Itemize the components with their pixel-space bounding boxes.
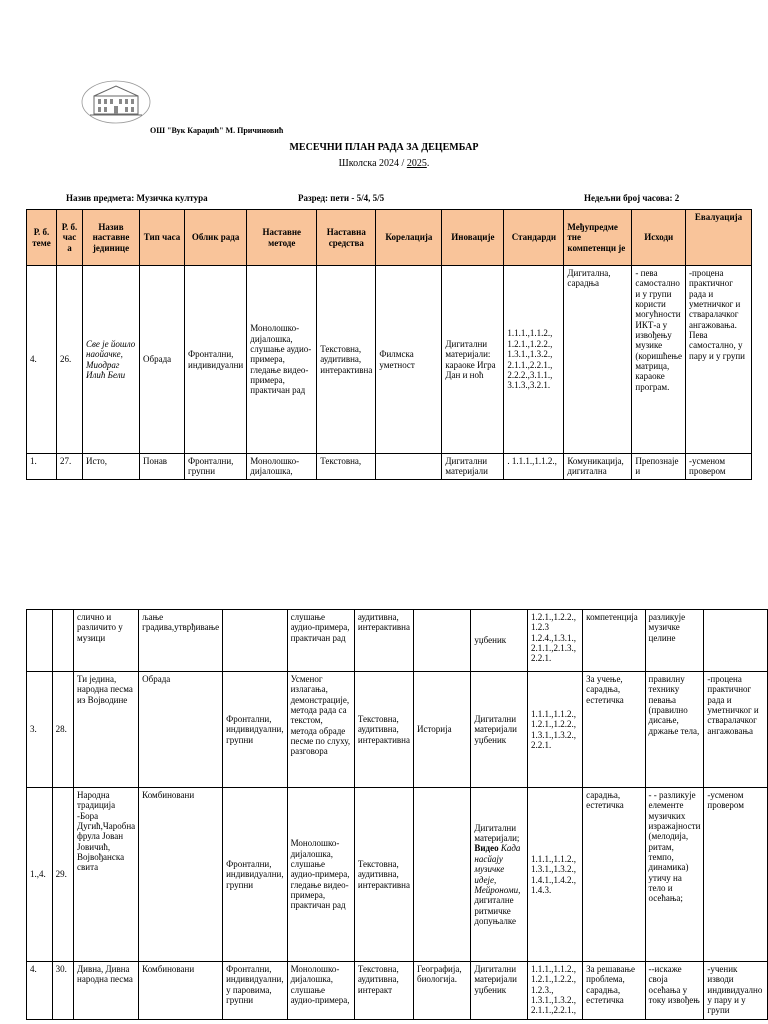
cell-sredstva: Текстовна, аудитивна, интерактивна bbox=[354, 672, 413, 788]
cell-ishodi: --искаже своја осећања у току извођењ bbox=[645, 962, 704, 1020]
cell-tema: 1. bbox=[27, 454, 57, 480]
table-row bbox=[27, 610, 768, 672]
cell-cas: 28. bbox=[52, 672, 73, 788]
cell-sredstva: Текстовна, bbox=[317, 454, 376, 480]
cell-sredstva: аудитивна, интерактивна bbox=[354, 610, 413, 672]
cell-standardi: 1.1.1.,1.1.2., 1.2.1.,1.2.2., 1.2.3., 1.3.1.,1.3.2., 2.1.1.,2.2.1., bbox=[527, 962, 582, 1020]
cell-korelacija: Филмска уметност bbox=[376, 266, 442, 454]
cell-metode: Усменог излагања, демонстрације, метода рада са текстом, метода обраде песме по слуху, разговора bbox=[287, 672, 354, 788]
cell-ishodi: правилну технику певања (правилно дисање, држање тела, bbox=[645, 672, 704, 788]
cell-naziv: слично и различито у музици bbox=[74, 610, 139, 672]
cell-korelacija: Географија, биологија. bbox=[414, 962, 471, 1020]
col-header: Наставна средства bbox=[317, 210, 376, 266]
col-header: Иновације bbox=[442, 210, 504, 266]
cell-inovacije: Дигитални материјали; Видео Када насйају музичке идеје, Мейрономи, дигиталне ритмичке допуњалке bbox=[471, 788, 528, 962]
grade-info: Разред: пети - 5/4, 5/5 bbox=[298, 193, 385, 203]
cell-evaluacija: -процена практичног рада и уметничког и стваралачког ангажовања bbox=[704, 672, 768, 788]
cell-evaluacija: -усменом провером bbox=[686, 454, 752, 480]
plan-table-page-1 bbox=[26, 209, 752, 480]
cell-cas: 29. bbox=[52, 788, 73, 962]
cell-kompetencije: сарадња, естетичка bbox=[583, 788, 645, 962]
cell-tip: Комбиновани bbox=[139, 962, 223, 1020]
table-row bbox=[27, 454, 752, 480]
cell-sredstva: Текстовна, аудитивна, интерактивна bbox=[317, 266, 376, 454]
col-header: Евалуација bbox=[686, 210, 752, 266]
hours-info: Недељни број часова: 2 bbox=[584, 193, 680, 203]
school-logo bbox=[80, 78, 152, 124]
cell-ishodi: разликује музичке целине bbox=[645, 610, 704, 672]
cell-standardi: 1.1.1.,1.1.2., 1.2.1.,1.2.2., 1.3.1.,1.3.2., 2.2.1. bbox=[527, 672, 582, 788]
table-row bbox=[27, 788, 768, 962]
cell-tema: 1.,4. bbox=[27, 788, 53, 962]
table-row bbox=[27, 962, 768, 1020]
cell-standardi: 1.1.1.,1.1.2., 1.3.1.,1.3.2., 1.4.1.,1.4.2., 1.4.3. bbox=[527, 788, 582, 962]
cell-tema: 4. bbox=[27, 962, 53, 1020]
plan-table-page-2 bbox=[26, 609, 768, 1020]
cell-inovacije: уџбеник bbox=[471, 610, 528, 672]
cell-korelacija bbox=[414, 610, 471, 672]
cell-kompetencije: За учење, сарадња, естетичка bbox=[583, 672, 645, 788]
col-header: Р. б. час а bbox=[57, 210, 83, 266]
cell-standardi: 1.1.1.,1.1.2., 1.2.1.,1.2.2., 1.3.1.,1.3.2., 2.1.1.,2.2.1., 2.2.2.,3.1.1., 3.1.3.,3.2.1. bbox=[504, 266, 564, 454]
cell-kompetencije: Комуникација, дигитална bbox=[564, 454, 632, 480]
cell-inovacije: Дигитални материјали уџбеник bbox=[471, 962, 528, 1020]
cell-korelacija bbox=[376, 454, 442, 480]
cell-naziv: Ти једина, народна песма из Војводине bbox=[74, 672, 139, 788]
cell-metode: Монолошко-дијалошка, bbox=[247, 454, 317, 480]
cell-evaluacija: -усменом провером bbox=[704, 788, 768, 962]
table-header-row bbox=[27, 210, 752, 266]
cell-tema: 3. bbox=[27, 672, 53, 788]
cell-sredstva: Текстовна, аудитивна, интеракт bbox=[354, 962, 413, 1020]
col-header: Наставне методе bbox=[247, 210, 317, 266]
cell-naziv: Исто, bbox=[83, 454, 140, 480]
col-header: Тип часа bbox=[140, 210, 185, 266]
subject-info: Назив предмета: Музичка култура bbox=[66, 193, 208, 203]
school-year: Школска 2024 / 2025. bbox=[338, 158, 430, 169]
cell-korelacija: Историја bbox=[414, 672, 471, 788]
cell-ishodi: - - разликује елементе музичких изражајности (мелодија, ритам, темпо, динамика) утичу на тело и осећања; bbox=[645, 788, 704, 962]
cell-standardi: 1.2.1.,1.2.2., 1.2.3 1.2.4.,1.3.1., 2.1.1.,2.1.3., 2.2.1. bbox=[527, 610, 582, 672]
cell-standardi: . 1.1.1.,1.1.2., bbox=[504, 454, 564, 480]
cell-cas: 26. bbox=[57, 266, 83, 454]
cell-oblik bbox=[223, 610, 288, 672]
cell-metode: Монолошко-дијалошка, слушање аудио-примера, гледање видео-примера, практичан рад bbox=[287, 788, 354, 962]
col-header: Међупредме тне компетенци је bbox=[564, 210, 632, 266]
cell-evaluacija: -ученик изводи индивидуално у пару и у групи bbox=[704, 962, 768, 1020]
cell-evaluacija bbox=[704, 610, 768, 672]
cell-tip: Обрада bbox=[140, 266, 185, 454]
col-header: Корелација bbox=[376, 210, 442, 266]
school-name: ОШ "Вук Караџић" М. Причиновић bbox=[150, 126, 284, 135]
cell-kompetencije: За решавање проблема, сарадња, естетичка bbox=[583, 962, 645, 1020]
cell-tip: Обрада bbox=[139, 672, 223, 788]
cell-oblik: Фронтални, индивидуални bbox=[185, 266, 247, 454]
cell-ishodi: - пева самостално и у групи користи могућности ИКТ-а у извођењу музике (коришћење матрица, караоке програм. bbox=[632, 266, 686, 454]
cell-korelacija bbox=[414, 788, 471, 962]
cell-kompetencije: компетенција bbox=[583, 610, 645, 672]
cell-tema bbox=[27, 610, 53, 672]
cell-tip: Понав bbox=[140, 454, 185, 480]
col-header: Стандарди bbox=[504, 210, 564, 266]
cell-inovacije: Дигитални материјали bbox=[442, 454, 504, 480]
cell-cas bbox=[52, 610, 73, 672]
cell-metode: Монолошко-дијалошка, слушање аудио-примера, гледање видео-примера, практичан рад bbox=[247, 266, 317, 454]
cell-naziv: Све је йошло наойачке, Миодраг Илић Бели bbox=[83, 266, 140, 454]
cell-tema: 4. bbox=[27, 266, 57, 454]
table-row bbox=[27, 266, 752, 454]
cell-cas: 27. bbox=[57, 454, 83, 480]
cell-metode: слушање аудио-примера, практичан рад bbox=[287, 610, 354, 672]
cell-cas: 30. bbox=[52, 962, 73, 1020]
cell-oblik: Фронтални, индивидуални, у паровима, групни bbox=[223, 962, 288, 1020]
cell-oblik: Фронтални, индивидуални, групни bbox=[223, 672, 288, 788]
cell-tip: љање градива,утврђивање bbox=[139, 610, 223, 672]
page-title: МЕСЕЧНИ ПЛАН РАДА ЗА ДЕЦЕМБАР bbox=[289, 142, 479, 153]
cell-oblik: Фронтални, индивидуални, групни bbox=[223, 788, 288, 962]
cell-oblik: Фронтални, групни bbox=[185, 454, 247, 480]
cell-ishodi: Препознаје и bbox=[632, 454, 686, 480]
cell-kompetencije: Дигитална, сарадња bbox=[564, 266, 632, 454]
col-header: Назив наставне јединице bbox=[83, 210, 140, 266]
col-header: Исходи bbox=[632, 210, 686, 266]
cell-inovacije: Дигитални материјали: караоке Игра Дан и ноћ bbox=[442, 266, 504, 454]
col-header: Облик рада bbox=[185, 210, 247, 266]
col-header: Р. б. теме bbox=[27, 210, 57, 266]
cell-naziv: Дивна, Дивна народна песма bbox=[74, 962, 139, 1020]
cell-evaluacija: -процена практичног рада и уметничког и стваралачког ангажовања. Пева самостално, у пару и у групи bbox=[686, 266, 752, 454]
cell-naziv: Народна традиција -Бора Дугић,Чаробна фрула Јован Јовичић, Војвођанска свита bbox=[74, 788, 139, 962]
cell-metode: Монолошко-дијалошка, слушање аудио-примера, bbox=[287, 962, 354, 1020]
cell-sredstva: Текстовна, аудитивна, интерактивна bbox=[354, 788, 413, 962]
cell-inovacije: Дигитални материјали уџбеник bbox=[471, 672, 528, 788]
cell-tip: Комбиновани bbox=[139, 788, 223, 962]
table-row bbox=[27, 672, 768, 788]
